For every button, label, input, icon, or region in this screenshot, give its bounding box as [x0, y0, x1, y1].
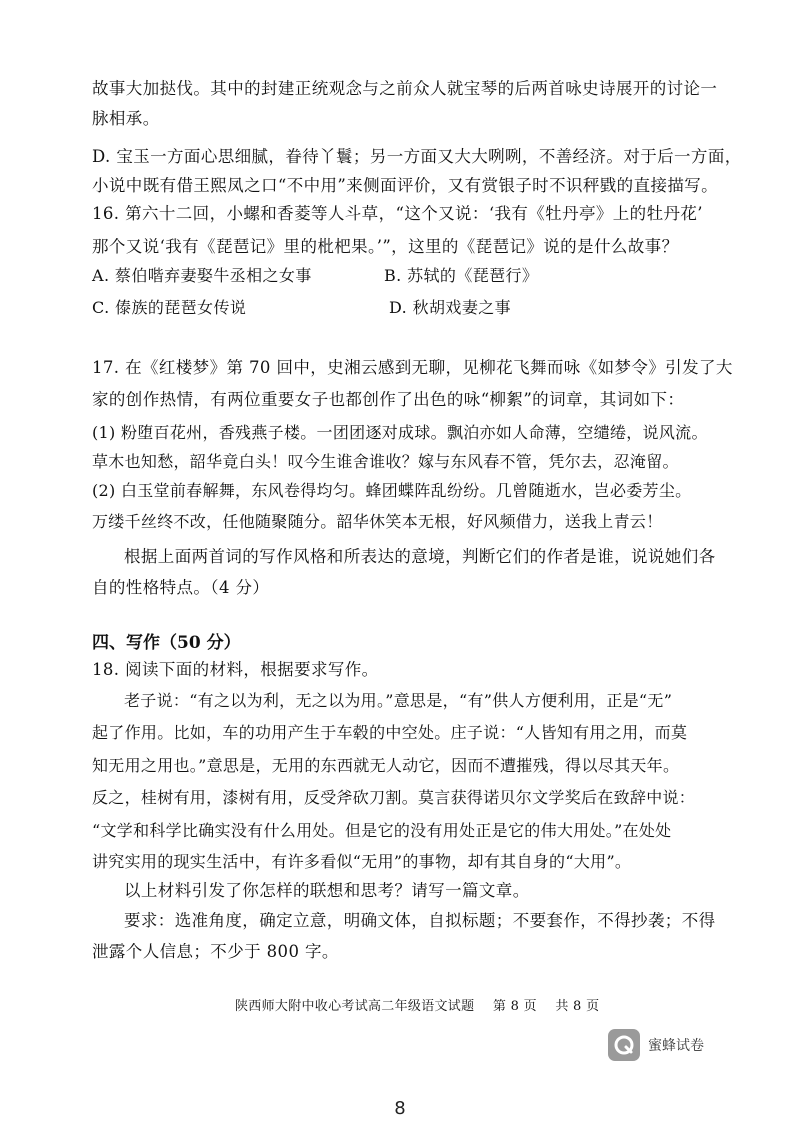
option-c: C. 傣族的琵琶女传说 [92, 298, 247, 317]
option-a: A. 蔡伯喈弃妻娶牛丞相之女事 [92, 266, 312, 285]
material-line: 反之，桂树有用，漆树有用，反受斧砍刀割。莫言获得诺贝尔文学奖后在致辞中说： [92, 788, 696, 807]
watermark-text: 蜜蜂试卷 [648, 1038, 704, 1054]
option-d: D. 秋胡戏妻之事 [389, 298, 512, 317]
text-line: 那个又说‘我有《琵琶记》里的枇杷果。’”，这里的《琵琶记》说的是什么故事？ [92, 237, 679, 256]
footer-page: 第 8 页 [492, 999, 537, 1014]
footer-total: 共 8 页 [555, 999, 600, 1014]
poem-1-line: 草木也知愁，韶华竟白头！叹今生谁舍谁收？嫁与东风春不管，凭尔去，忍淹留。 [92, 452, 679, 471]
footer-exam-title: 陕西师大附中收心考试高二年级语文试题 [235, 999, 475, 1014]
material-line: 讲究实用的现实生活中，有许多看似“无用”的事物，却有其自身的“大用”。 [92, 852, 632, 871]
text-line: 自的性格特点。（4 分） [92, 578, 270, 597]
watermark [608, 1028, 704, 1062]
poem-2-line: 万缕千丝终不改，任他随聚随分。韶华休笑本无根，好风频借力，送我上青云！ [92, 512, 663, 531]
question-17: 17. 在《红楼梦》第 70 回中，史湘云感到无聊，见柳花飞舞而咏《如梦令》引发了大 [92, 358, 733, 377]
text-line: 脉相承。 [92, 109, 160, 128]
page-number: 8 [394, 1098, 406, 1119]
bee-logo-icon [608, 1029, 640, 1061]
text-line: D. 宝玉一方面心思细腻，眷待丫鬟；另一方面又大大咧咧，不善经济。对于后一方面， [92, 147, 742, 166]
material-line: “文学和科学比确实没有什么用处。但是它的没有用处正是它的伟大用处。”在处处 [92, 821, 672, 840]
requirements: 要求：选准角度，确定立意，明确文体，自拟标题；不要套作，不得抄袭；不得 [124, 911, 716, 930]
material-line: 知无用之用也。”意思是，无用的东西就无人动它，因而不遭摧残，得以尽其天年。 [92, 756, 680, 775]
section-heading: 四、写作（50 分） [92, 633, 241, 653]
question-16: 16. 第六十二回，小螺和香菱等人斗草，“这个又说：‘我有《牡丹亭》上的牡丹花’ [92, 204, 703, 223]
text-line: 小说中既有借王熙凤之口“不中用”来侧面评价，又有赏银子时不识秤戥的直接描写。 [92, 176, 719, 195]
text-line: 家的创作热情，有两位重要女子也都创作了出色的咏“柳絮”的词章，其词如下： [92, 390, 685, 409]
question-18: 18. 阅读下面的材料，根据要求写作。 [92, 660, 379, 679]
option-b: B. 苏轼的《琵琶行》 [384, 266, 539, 285]
text-line: 泄露个人信息；不少于 800 字。 [92, 942, 339, 961]
page-footer [235, 998, 613, 1016]
poem-1-line: (1) 粉堕百花州，香残燕子楼。一团团逐对成球。飘泊亦如人命薄，空缱绻，说风流。 [92, 423, 708, 442]
text-line: 故事大加挞伐。其中的封建正统观念与之前众人就宝琴的后两首咏史诗展开的讨论一 [92, 79, 718, 98]
material-line: 老子说：“有之以为利，无之以为用。”意思是，“有”供人方便利用，正是“无” [124, 691, 673, 710]
poem-2-line: (2) 白玉堂前春解舞，东风卷得均匀。蜂团蝶阵乱纷纷。几曾随逝水，岂必委芳尘。 [92, 481, 692, 500]
text-line: 以上材料引发了你怎样的联想和思考？请写一篇文章。 [124, 881, 530, 900]
material-line: 起了作用。比如，车的功用产生于车毂的中空处。庄子说：“人皆知有用之用，而莫 [92, 723, 688, 742]
text-line: 根据上面两首词的写作风格和所表达的意境，判断它们的作者是谁，说说她们各 [124, 547, 716, 566]
